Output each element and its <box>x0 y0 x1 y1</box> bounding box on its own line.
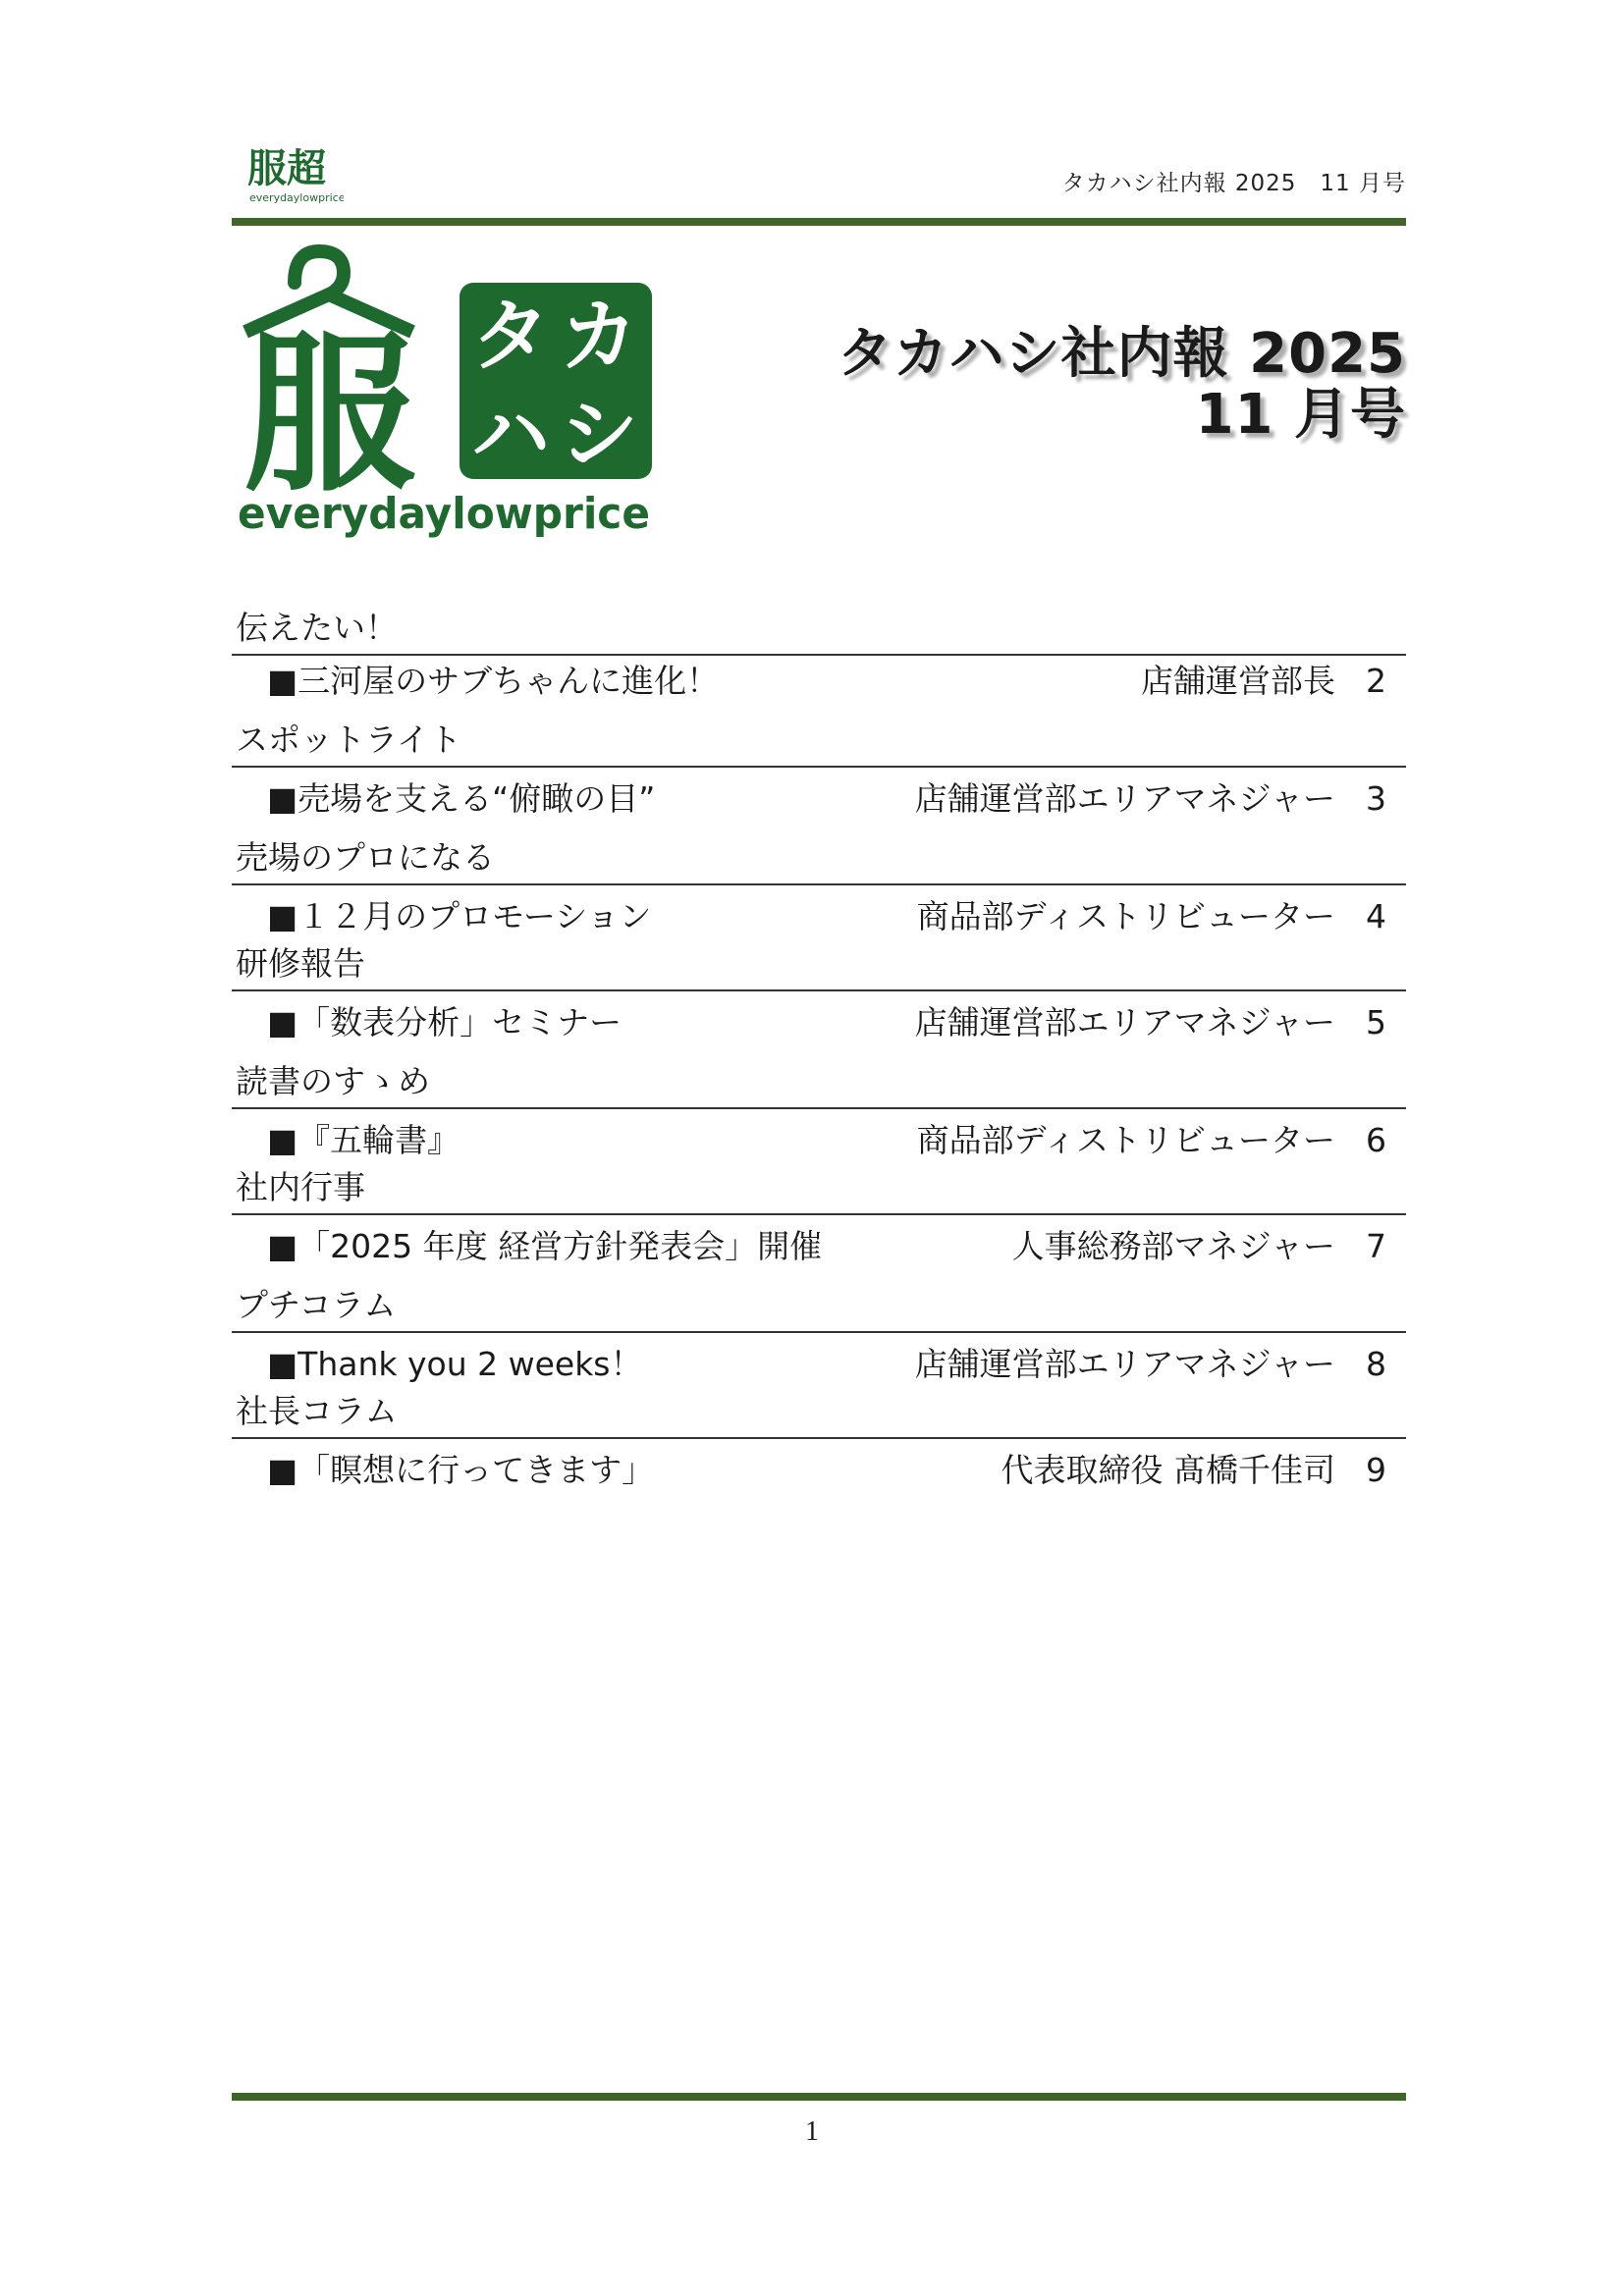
toc-section <box>232 942 1406 1044</box>
toc-section <box>232 1284 1406 1386</box>
toc-entry-title: ■「2025 年度 経営方針発表会」開催 <box>267 1227 823 1265</box>
toc-section <box>232 607 1406 703</box>
logo-char-ka: カ <box>560 291 638 382</box>
small-logo-tagline: everydaylowprice <box>249 191 344 204</box>
hanger-hook-icon <box>295 251 344 294</box>
toc-divider <box>232 1213 1406 1215</box>
toc-entry-title: ■「瞑想に行ってきます」 <box>267 1451 655 1489</box>
toc-entry-title: ■三河屋のサブちゃんに進化！ <box>267 662 720 700</box>
toc-entry-page: 3 <box>1366 779 1386 818</box>
toc-entry-title: ■Thank you 2 weeks！ <box>267 1345 643 1383</box>
toc-entry-author: 店舗運営部エリアマネジャー <box>914 1345 1335 1383</box>
toc-divider <box>232 766 1406 768</box>
logo-char-ta: タ <box>471 291 550 382</box>
toc-section <box>232 1166 1406 1268</box>
header-divider <box>232 218 1406 226</box>
toc-entry-title: ■１２月のプロモーション <box>267 897 652 935</box>
toc-entry[interactable] <box>232 1225 1406 1268</box>
toc-entry-meta <box>917 895 1386 938</box>
page-title <box>838 324 1406 446</box>
toc-entry-page: 8 <box>1366 1345 1386 1383</box>
toc-entry-author: 店舗運営部長 <box>1141 662 1335 700</box>
toc-entry-meta <box>915 1343 1386 1386</box>
toc-divider <box>232 1437 1406 1439</box>
toc-section-heading: 社内行事 <box>236 1168 365 1206</box>
logo-left-char: 服 <box>244 316 415 515</box>
toc-entry[interactable] <box>232 1343 1406 1386</box>
toc-divider <box>232 1331 1406 1333</box>
toc-entry-page: 4 <box>1366 897 1386 935</box>
toc-divider <box>232 654 1406 656</box>
toc-entry-author: 店舗運営部エリアマネジャー <box>914 779 1335 818</box>
main-logo <box>236 243 658 538</box>
toc-divider <box>232 1107 1406 1109</box>
title-line-1: タカハシ社内報 2025 <box>837 322 1406 386</box>
toc-entry-meta <box>1012 1225 1386 1268</box>
toc-section <box>232 1390 1406 1492</box>
toc-section-heading: 伝えたい！ <box>236 609 398 647</box>
small-logo <box>245 140 344 207</box>
page-number: 1 <box>805 2116 819 2147</box>
toc-entry-author: 人事総務部マネジャー <box>1011 1227 1335 1265</box>
toc-entry-page: 6 <box>1366 1121 1386 1159</box>
toc-section <box>232 1060 1406 1162</box>
small-logo-mark: 服超 <box>247 146 326 191</box>
logo-tagline: everydaylowprice <box>238 489 650 538</box>
toc-entry-page: 2 <box>1366 662 1386 700</box>
toc-entry-author: 商品部ディストリビューター <box>916 1121 1335 1159</box>
toc-divider <box>232 883 1406 885</box>
toc-entry-page: 7 <box>1366 1227 1386 1265</box>
logo-char-shi: シ <box>560 389 638 480</box>
toc-section-heading: 読書のすゝめ <box>236 1062 430 1100</box>
toc-entry[interactable] <box>232 1449 1406 1492</box>
toc-section-heading: プチコラム <box>236 1286 397 1324</box>
toc-entry-meta <box>915 1001 1386 1044</box>
toc-entry[interactable] <box>232 1001 1406 1044</box>
toc-section <box>232 719 1406 821</box>
toc-section-heading: 売場のプロになる <box>236 838 495 877</box>
header-issue-text: タカハシ社内報 2025 11 月号 <box>1061 171 1406 196</box>
footer-divider <box>232 2093 1406 2101</box>
toc-entry-page: 9 <box>1366 1451 1386 1489</box>
toc-entry-page: 5 <box>1366 1003 1386 1041</box>
toc-entry[interactable] <box>232 777 1406 821</box>
toc-entry-author: 商品部ディストリビューター <box>916 897 1335 935</box>
toc-entry-title: ■「数表分析」セミナー <box>267 1003 623 1041</box>
toc-section-heading: 社長コラム <box>236 1392 398 1430</box>
toc-section <box>232 836 1406 938</box>
table-of-contents <box>232 607 1406 1492</box>
toc-entry[interactable] <box>232 660 1406 703</box>
toc-entry-title: ■売場を支える“俯瞰の目” <box>267 779 656 818</box>
toc-entry-title: ■『五輪書』 <box>267 1121 460 1159</box>
toc-entry-author: 代表取締役 髙橋千佳司 <box>1001 1451 1335 1489</box>
toc-entry[interactable] <box>232 1119 1406 1162</box>
toc-entry-meta <box>915 777 1386 821</box>
toc-entry[interactable] <box>232 895 1406 938</box>
toc-entry-meta <box>1141 660 1386 703</box>
toc-section-heading: スポットライト <box>236 721 462 759</box>
toc-entry-meta <box>917 1119 1386 1162</box>
toc-entry-meta <box>1001 1449 1387 1492</box>
toc-divider <box>232 989 1406 991</box>
toc-section-heading: 研修報告 <box>236 944 365 983</box>
title-line-2: 11 月号 <box>1195 383 1406 447</box>
toc-entry-author: 店舗運営部エリアマネジャー <box>914 1003 1335 1041</box>
logo-char-ha: ハ <box>471 389 550 480</box>
